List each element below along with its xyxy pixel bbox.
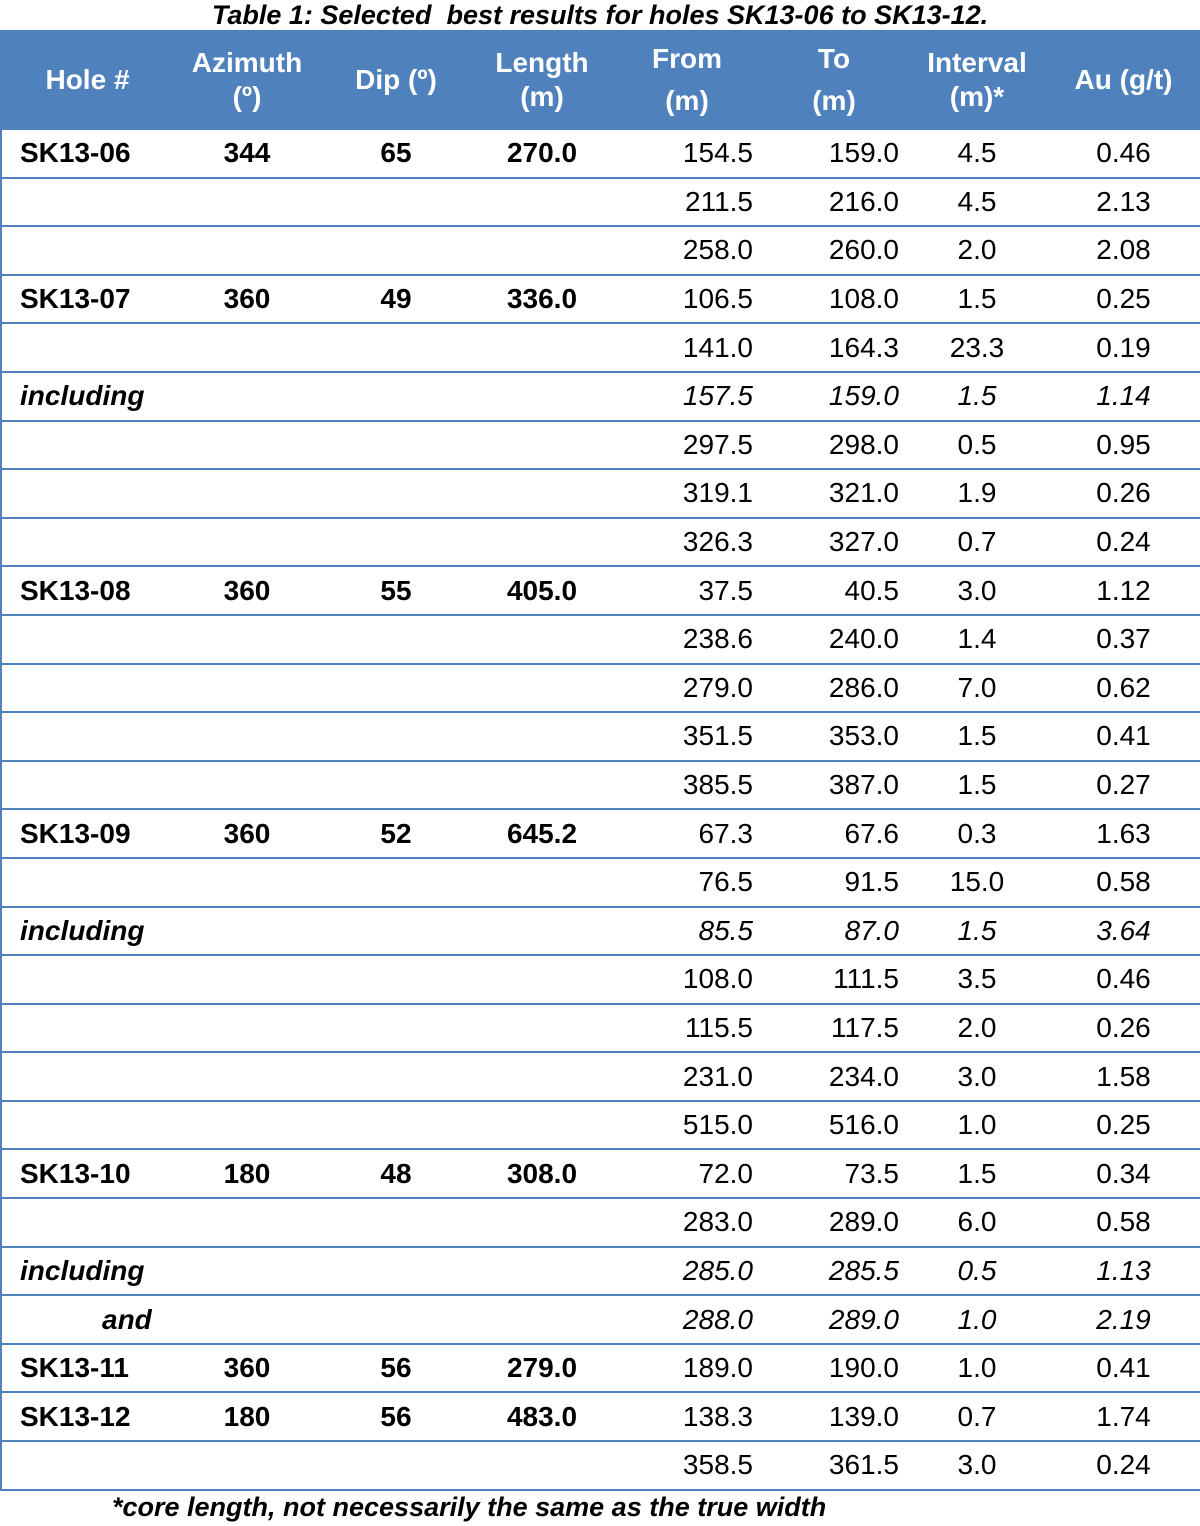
cell-au: 1.14 [1047,372,1200,421]
cell-from: 115.5 [613,1004,761,1053]
table-row [1,664,1200,713]
table-row [1,178,1200,227]
cell-interval: 4.5 [907,178,1047,227]
header-length-line2: (m) [520,81,564,112]
cell-au: 0.24 [1047,518,1200,567]
cell-dip [321,421,471,470]
cell-to: 234.0 [761,1052,907,1101]
cell-from: 154.5 [613,129,761,178]
header-length [471,31,613,129]
cell-hole [1,1004,173,1053]
cell-interval: 7.0 [907,664,1047,713]
table-row [1,226,1200,275]
cell-azimuth [173,1052,321,1101]
cell-length: 336.0 [471,275,613,324]
cell-from: 211.5 [613,178,761,227]
cell-interval: 1.9 [907,469,1047,518]
table-row [1,712,1200,761]
cell-dip [321,323,471,372]
table-row [1,1052,1200,1101]
cell-au: 0.58 [1047,1198,1200,1247]
table-row [1,761,1200,810]
cell-azimuth [173,1198,321,1247]
cell-to: 260.0 [761,226,907,275]
cell-from: 231.0 [613,1052,761,1101]
cell-interval: 0.7 [907,1392,1047,1441]
cell-azimuth: 344 [173,129,321,178]
cell-from: 76.5 [613,858,761,907]
header-to-line2: (m) [812,85,856,116]
cell-from: 283.0 [613,1198,761,1247]
header-interval [907,31,1047,129]
cell-length [471,178,613,227]
cell-hole [1,761,173,810]
cell-interval: 3.0 [907,566,1047,615]
cell-length [471,1101,613,1150]
cell-azimuth [173,615,321,664]
table-row [1,1101,1200,1150]
cell-azimuth [173,469,321,518]
cell-length [471,372,613,421]
cell-from: 67.3 [613,809,761,858]
table-row [1,615,1200,664]
cell-interval: 1.0 [907,1295,1047,1344]
cell-length: 645.2 [471,809,613,858]
header-azimuth-line2: (º) [232,81,262,112]
cell-length [471,955,613,1004]
cell-to: 353.0 [761,712,907,761]
cell-au: 0.25 [1047,1101,1200,1150]
table-row [1,1295,1200,1344]
cell-hole [1,955,173,1004]
cell-dip: 48 [321,1149,471,1198]
cell-au: 3.64 [1047,907,1200,956]
table-row [1,275,1200,324]
cell-from: 297.5 [613,421,761,470]
cell-to: 327.0 [761,518,907,567]
cell-interval: 1.5 [907,761,1047,810]
cell-from: 141.0 [613,323,761,372]
cell-dip [321,1004,471,1053]
cell-to: 516.0 [761,1101,907,1150]
cell-hole [1,323,173,372]
cell-azimuth: 180 [173,1392,321,1441]
cell-hole [1,469,173,518]
cell-length [471,421,613,470]
cell-from: 72.0 [613,1149,761,1198]
cell-au: 1.58 [1047,1052,1200,1101]
header-from [613,31,761,129]
cell-hole [1,712,173,761]
cell-interval: 1.0 [907,1101,1047,1150]
cell-azimuth [173,664,321,713]
cell-from: 285.0 [613,1247,761,1296]
table-row [1,1392,1200,1441]
cell-from: 358.5 [613,1441,761,1490]
table-row [1,323,1200,372]
header-hole [1,31,173,129]
cell-interval: 1.5 [907,907,1047,956]
table-row [1,421,1200,470]
cell-azimuth: 360 [173,809,321,858]
cell-interval: 2.0 [907,226,1047,275]
cell-from: 189.0 [613,1344,761,1393]
cell-from: 279.0 [613,664,761,713]
cell-dip [321,955,471,1004]
cell-to: 289.0 [761,1295,907,1344]
cell-from: 319.1 [613,469,761,518]
cell-dip [321,761,471,810]
cell-hole: SK13-11 [1,1344,173,1393]
table-header [1,31,1200,129]
cell-interval: 6.0 [907,1198,1047,1247]
cell-azimuth [173,907,321,956]
cell-azimuth [173,1247,321,1296]
header-from-line2: (m) [665,85,709,116]
cell-interval: 3.0 [907,1052,1047,1101]
cell-dip [321,1198,471,1247]
cell-interval: 0.3 [907,809,1047,858]
cell-from: 385.5 [613,761,761,810]
cell-azimuth [173,323,321,372]
header-to-line1: To [817,43,851,74]
cell-au: 0.19 [1047,323,1200,372]
cell-length [471,1004,613,1053]
cell-to: 159.0 [761,129,907,178]
cell-hole: and [1,1295,173,1344]
cell-au: 0.27 [1047,761,1200,810]
cell-hole: including [1,907,173,956]
cell-azimuth: 180 [173,1149,321,1198]
table-row [1,809,1200,858]
header-azimuth-line1: Azimuth [191,47,303,78]
cell-length [471,469,613,518]
cell-from: 288.0 [613,1295,761,1344]
cell-from: 515.0 [613,1101,761,1150]
cell-au: 0.41 [1047,1344,1200,1393]
cell-dip: 56 [321,1392,471,1441]
cell-to: 190.0 [761,1344,907,1393]
cell-hole [1,664,173,713]
header-from-line1: From [652,43,722,74]
cell-length [471,907,613,956]
table-row [1,372,1200,421]
cell-length [471,1247,613,1296]
results-table [0,30,1200,1491]
cell-hole: SK13-08 [1,566,173,615]
cell-dip [321,178,471,227]
cell-to: 298.0 [761,421,907,470]
cell-length [471,1198,613,1247]
header-row [1,31,1200,129]
cell-interval: 1.5 [907,275,1047,324]
cell-to: 286.0 [761,664,907,713]
cell-au: 1.12 [1047,566,1200,615]
cell-to: 73.5 [761,1149,907,1198]
table-caption: Table 1: Selected best results for holes SK13-06 to SK13-12. [211,0,989,30]
cell-au: 0.62 [1047,664,1200,713]
cell-to: 387.0 [761,761,907,810]
cell-azimuth [173,178,321,227]
cell-au: 0.58 [1047,858,1200,907]
cell-length: 279.0 [471,1344,613,1393]
cell-to: 117.5 [761,1004,907,1053]
cell-to: 159.0 [761,372,907,421]
header-dip-text: Dip (º) [355,64,437,95]
cell-au: 2.13 [1047,178,1200,227]
cell-dip [321,518,471,567]
cell-from: 326.3 [613,518,761,567]
header-length-line1: Length [495,47,589,78]
table-row [1,1344,1200,1393]
cell-hole [1,518,173,567]
cell-length [471,1441,613,1490]
table-row [1,955,1200,1004]
cell-to: 164.3 [761,323,907,372]
cell-to: 361.5 [761,1441,907,1490]
cell-dip [321,664,471,713]
cell-au: 0.25 [1047,275,1200,324]
cell-to: 240.0 [761,615,907,664]
cell-hole [1,1101,173,1150]
cell-interval: 0.5 [907,421,1047,470]
cell-from: 85.5 [613,907,761,956]
cell-interval: 0.7 [907,518,1047,567]
cell-hole: SK13-09 [1,809,173,858]
cell-hole [1,615,173,664]
cell-from: 157.5 [613,372,761,421]
header-interval-line1: Interval [927,47,1027,78]
cell-to: 216.0 [761,178,907,227]
cell-azimuth [173,226,321,275]
cell-azimuth [173,1004,321,1053]
cell-au: 1.13 [1047,1247,1200,1296]
cell-azimuth [173,1295,321,1344]
cell-to: 108.0 [761,275,907,324]
cell-au: 2.19 [1047,1295,1200,1344]
cell-interval: 1.5 [907,372,1047,421]
cell-from: 138.3 [613,1392,761,1441]
cell-hole: SK13-06 [1,129,173,178]
cell-hole [1,421,173,470]
cell-azimuth: 360 [173,1344,321,1393]
cell-dip [321,1247,471,1296]
cell-dip [321,1441,471,1490]
cell-hole [1,1198,173,1247]
cell-azimuth: 360 [173,566,321,615]
cell-length [471,761,613,810]
cell-au: 0.24 [1047,1441,1200,1490]
cell-azimuth [173,1101,321,1150]
cell-length [471,518,613,567]
cell-to: 91.5 [761,858,907,907]
cell-from: 351.5 [613,712,761,761]
cell-length: 308.0 [471,1149,613,1198]
cell-length [471,664,613,713]
table-row [1,1198,1200,1247]
cell-hole [1,858,173,907]
cell-hole: SK13-10 [1,1149,173,1198]
table-row [1,1247,1200,1296]
table-row [1,858,1200,907]
cell-length: 405.0 [471,566,613,615]
cell-azimuth [173,421,321,470]
cell-azimuth [173,712,321,761]
cell-interval: 3.0 [907,1441,1047,1490]
header-to [761,31,907,129]
cell-length [471,226,613,275]
cell-azimuth [173,858,321,907]
cell-dip [321,858,471,907]
cell-length: 270.0 [471,129,613,178]
cell-au: 0.46 [1047,955,1200,1004]
cell-dip [321,1101,471,1150]
cell-au: 0.26 [1047,469,1200,518]
cell-au: 0.26 [1047,1004,1200,1053]
cell-to: 40.5 [761,566,907,615]
cell-interval: 23.3 [907,323,1047,372]
cell-hole [1,1441,173,1490]
cell-au: 2.08 [1047,226,1200,275]
cell-dip: 49 [321,275,471,324]
header-hole-text: Hole # [45,64,130,95]
cell-to: 289.0 [761,1198,907,1247]
cell-azimuth: 360 [173,275,321,324]
table-row [1,907,1200,956]
cell-hole: including [1,1247,173,1296]
cell-interval: 3.5 [907,955,1047,1004]
cell-interval: 15.0 [907,858,1047,907]
cell-interval: 1.4 [907,615,1047,664]
table-row [1,518,1200,567]
cell-length [471,1052,613,1101]
table-row [1,1441,1200,1490]
cell-from: 106.5 [613,275,761,324]
cell-au: 0.46 [1047,129,1200,178]
cell-interval: 4.5 [907,129,1047,178]
cell-au: 1.63 [1047,809,1200,858]
cell-dip [321,469,471,518]
cell-dip [321,907,471,956]
table-body [1,129,1200,1490]
cell-dip [321,226,471,275]
table-row [1,469,1200,518]
cell-from: 37.5 [613,566,761,615]
cell-interval: 1.0 [907,1344,1047,1393]
footnote: *core length, not necessarily the same as the true width [112,1492,827,1522]
cell-to: 67.6 [761,809,907,858]
cell-au: 0.41 [1047,712,1200,761]
cell-interval: 2.0 [907,1004,1047,1053]
cell-au: 1.74 [1047,1392,1200,1441]
cell-dip [321,615,471,664]
cell-au: 0.37 [1047,615,1200,664]
cell-from: 238.6 [613,615,761,664]
cell-dip [321,372,471,421]
cell-length [471,858,613,907]
cell-dip: 55 [321,566,471,615]
cell-dip [321,1295,471,1344]
cell-length [471,615,613,664]
cell-length [471,323,613,372]
cell-dip: 52 [321,809,471,858]
cell-interval: 1.5 [907,712,1047,761]
table-row [1,1149,1200,1198]
cell-hole: including [1,372,173,421]
cell-azimuth [173,955,321,1004]
cell-interval: 0.5 [907,1247,1047,1296]
table-row [1,1004,1200,1053]
cell-hole [1,1052,173,1101]
cell-azimuth [173,372,321,421]
cell-length [471,1295,613,1344]
cell-dip [321,1052,471,1101]
header-au-text: Au (g/t) [1074,64,1173,95]
cell-dip: 65 [321,129,471,178]
cell-to: 87.0 [761,907,907,956]
cell-to: 111.5 [761,955,907,1004]
table-row [1,129,1200,178]
cell-to: 139.0 [761,1392,907,1441]
header-azimuth [173,31,321,129]
cell-azimuth [173,518,321,567]
cell-hole: SK13-12 [1,1392,173,1441]
cell-hole: SK13-07 [1,275,173,324]
cell-length [471,712,613,761]
header-dip [321,31,471,129]
cell-dip: 56 [321,1344,471,1393]
cell-to: 285.5 [761,1247,907,1296]
cell-au: 0.34 [1047,1149,1200,1198]
cell-azimuth [173,1441,321,1490]
cell-length: 483.0 [471,1392,613,1441]
header-interval-line2: (m)* [949,81,1005,112]
cell-to: 321.0 [761,469,907,518]
cell-dip [321,712,471,761]
cell-hole [1,178,173,227]
cell-au: 0.95 [1047,421,1200,470]
cell-interval: 1.5 [907,1149,1047,1198]
cell-hole [1,226,173,275]
header-au [1047,31,1200,129]
cell-from: 108.0 [613,955,761,1004]
cell-azimuth [173,761,321,810]
table-row [1,566,1200,615]
cell-from: 258.0 [613,226,761,275]
